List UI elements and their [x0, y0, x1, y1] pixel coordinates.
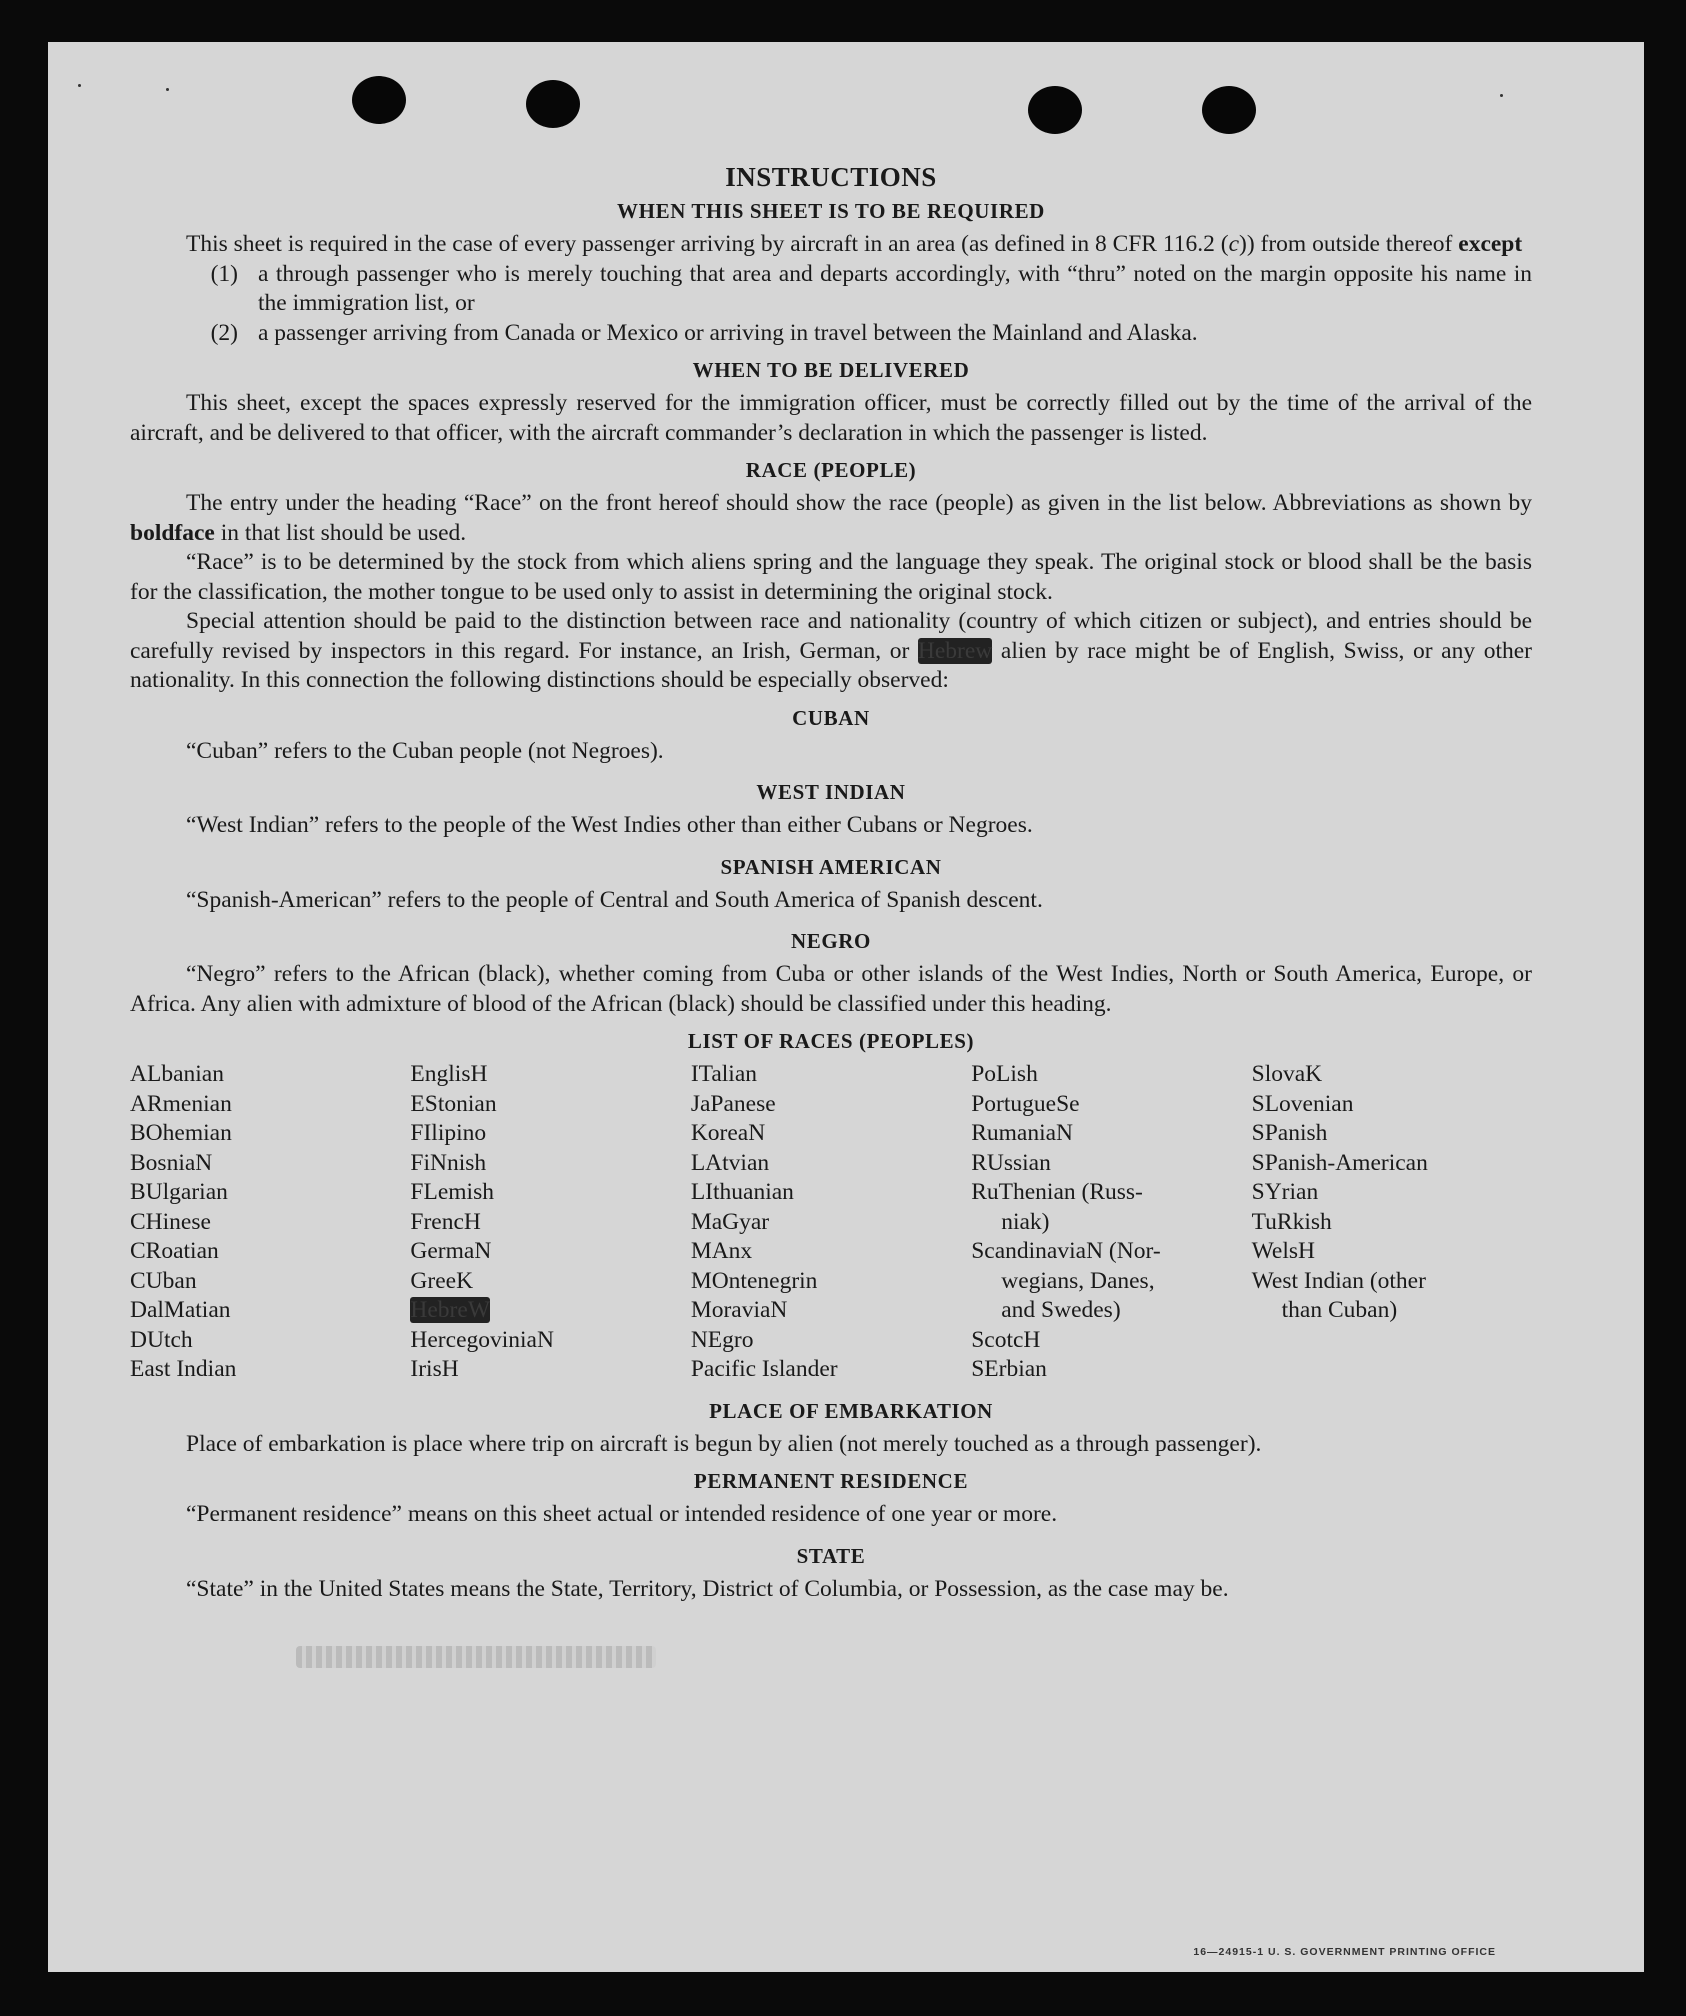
race-entry: FLemish: [410, 1179, 494, 1205]
text-span: The entry under the heading “Race” on the front hereof should show the race (people) as given in the list below. Abbreviations as shown by: [186, 490, 1532, 516]
races-column: [1252, 1060, 1532, 1385]
races-column: [410, 1060, 690, 1385]
item-text: a through passenger who is merely touching that area and departs accordingly, with “thru” noted on the margin opposite his name in the immigration list, or: [258, 260, 1532, 316]
item-number: (1): [210, 260, 238, 287]
item-text: a passenger arriving from Canada or Mexico or arriving in travel between the Mainland and Alaska.: [258, 319, 1198, 346]
text-span: This sheet is required in the case of every passenger arriving by aircraft in an area (as defined in 8 CFR 116.2 (: [186, 231, 1229, 257]
race-entry: EStonian: [410, 1090, 497, 1117]
race-entry: SPanish: [1251, 1120, 1328, 1146]
race-entry-continued: niak): [1001, 1208, 1050, 1235]
race-entry: LAtvian: [690, 1149, 770, 1176]
section-heading-list-of-races: LIST OF RACES (PEOPLES): [687, 1029, 975, 1053]
paragraph-spanish-american: “Spanish-American” refers to the people of Central and South America of Spanish descent.: [186, 886, 1043, 913]
redacted-word: HebreW: [410, 1297, 490, 1323]
race-entry: BOhemian: [130, 1120, 232, 1146]
text-span: )) from outside thereof: [1239, 231, 1459, 257]
race-entry: FIlipino: [410, 1120, 487, 1146]
race-entry: SLovenian: [1251, 1090, 1354, 1117]
race-entry: ScotcH: [971, 1326, 1041, 1353]
race-entry: ALbanian: [130, 1061, 224, 1087]
paragraph-negro: “Negro” refers to the African (black), whether coming from Cuba or other islands of the West Indies, North or South America, Europe, or Africa. Any alien with admixture of blood of the African (black) should be classified under this heading.: [130, 961, 1532, 1017]
race-entry: Pacific Islander: [690, 1356, 838, 1382]
race-entry-continued: wegians, Danes,: [1001, 1267, 1155, 1294]
section-heading-west-indian: WEST INDIAN: [756, 780, 906, 804]
bold-except: except: [1458, 231, 1523, 257]
redacted-word: Hebrew: [917, 637, 993, 664]
paragraph-race-1: [130, 489, 1532, 548]
race-entry: CHinese: [130, 1208, 211, 1235]
race-entry: LIthuanian: [690, 1179, 794, 1205]
section-heading-cuban: CUBAN: [792, 705, 870, 730]
punch-hole: [526, 80, 580, 128]
race-entry: SErbian: [971, 1356, 1047, 1382]
race-entry: RumaniaN: [971, 1120, 1074, 1146]
text-span: in that list should be used.: [214, 519, 467, 546]
bold-word: boldface: [130, 519, 215, 546]
instructions-body: [130, 162, 1532, 1604]
text-span: Special attention should be paid to the distinction between race and nationality (country of which citizen or subject), and entries should be carefully revised by inspectors in this regard. For instance, an Irish, German, or: [130, 608, 1532, 664]
race-entry: EnglisH: [410, 1061, 488, 1087]
race-entry: FrencH: [410, 1208, 481, 1235]
document-sheet: [48, 42, 1644, 1972]
section-heading-residence: PERMANENT RESIDENCE: [693, 1469, 969, 1493]
race-entry: PoLish: [971, 1061, 1038, 1087]
text-span: c: [1228, 231, 1239, 257]
races-column: [130, 1060, 410, 1385]
race-entry: TuRkish: [1251, 1208, 1332, 1235]
speck: [78, 84, 81, 87]
speck: [1500, 94, 1503, 97]
faded-smudge: [296, 1646, 656, 1668]
race-entry: PortugueSe: [971, 1090, 1080, 1117]
section-heading-race: RACE (PEOPLE): [745, 458, 917, 482]
punch-hole: [1028, 86, 1082, 134]
punch-hole: [352, 76, 406, 124]
list-item: [130, 319, 1532, 349]
race-entry: ScandinaviaN (Nor-: [971, 1238, 1161, 1264]
punch-hole: [1202, 86, 1256, 134]
race-entry: RUssian: [971, 1149, 1051, 1176]
race-entry: WelsH: [1251, 1238, 1315, 1264]
race-entry: ITalian: [690, 1061, 758, 1087]
list-item: [130, 260, 1532, 319]
paragraph-required: [130, 230, 1532, 260]
race-entry-continued: than Cuban): [1281, 1297, 1398, 1323]
paragraph-state: “State” in the United States means the State, Territory, District of Columbia, or Possession, as the case may be.: [186, 1575, 1229, 1602]
speck: [166, 88, 169, 91]
paragraph-race-3: [130, 607, 1532, 696]
paragraph-residence: “Permanent residence” means on this sheet actual or intended residence of one year or more.: [186, 1501, 1058, 1527]
section-heading-required: WHEN THIS SHEET IS TO BE REQUIRED: [617, 199, 1045, 223]
race-entry: HercegoviniaN: [410, 1326, 554, 1353]
item-number: (2): [210, 319, 238, 346]
races-table: [130, 1060, 1532, 1385]
paragraph-cuban: “Cuban” refers to the Cuban people (not Negroes).: [186, 737, 664, 764]
section-heading-delivered: WHEN TO BE DELIVERED: [692, 358, 970, 382]
race-entry: East Indian: [130, 1356, 237, 1382]
paragraph-west-indian: “West Indian” refers to the people of the West Indies other than either Cubans or Negroes.: [186, 812, 1033, 838]
section-heading-state: STATE: [796, 1543, 866, 1568]
page-title: INSTRUCTIONS: [725, 162, 937, 192]
section-heading-embarkation: PLACE OF EMBARKATION: [709, 1398, 993, 1423]
section-heading-negro: NEGRO: [790, 929, 871, 953]
races-column: [691, 1060, 971, 1385]
race-entry: West Indian (other: [1251, 1267, 1426, 1294]
race-entry: GermaN: [410, 1238, 492, 1264]
paragraph-delivered: This sheet, except the spaces expressly reserved for the immigration officer, must be correctly filled out by the time of the arrival of the aircraft, and be delivered to that officer, with the aircraft commander’s declaration in which the passenger is listed.: [130, 390, 1532, 446]
race-entry: DalMatian: [130, 1297, 231, 1323]
race-entry: GreeK: [410, 1267, 474, 1294]
race-entry: ARmenian: [130, 1090, 232, 1117]
paragraph-race-2: “Race” is to be determined by the stock from which aliens spring and the language they speak. The original stock or blood shall be the basis for the classification, the mother tongue to be used only to assist in determining the original stock.: [130, 549, 1532, 605]
race-entry: CRoatian: [130, 1238, 219, 1264]
race-entry: MoraviaN: [690, 1297, 788, 1323]
text-span: alien by race might be of English, Swiss, or any other nationality. In this connection the following distinctions should be especially observed:: [130, 637, 1532, 693]
race-entry: SPanish-American: [1251, 1149, 1428, 1176]
race-entry: MOntenegrin: [690, 1267, 818, 1294]
race-entry: JaPanese: [690, 1090, 776, 1117]
paragraph-embarkation: Place of embarkation is place where trip on aircraft is begun by alien (not merely touched as a through passenger).: [186, 1430, 1262, 1457]
race-entry: NEgro: [690, 1326, 754, 1353]
races-column: [971, 1060, 1251, 1385]
race-entry: MaGyar: [690, 1208, 770, 1235]
race-entry: IrisH: [410, 1356, 459, 1382]
race-entry-continued: and Swedes): [1001, 1297, 1121, 1323]
race-entry: KoreaN: [690, 1120, 766, 1146]
race-entry: BUlgarian: [130, 1179, 228, 1205]
printer-footer: 16—24915-1 U. S. GOVERNMENT PRINTING OFFICE: [1193, 1946, 1496, 1958]
race-entry: FiNnish: [410, 1149, 487, 1176]
race-entry-redacted: [410, 1296, 690, 1326]
section-heading-spanish-american: SPANISH AMERICAN: [720, 854, 942, 879]
race-entry: RuThenian (Russ-: [971, 1179, 1143, 1205]
race-entry: SYrian: [1251, 1179, 1319, 1205]
race-entry: SlovaK: [1251, 1061, 1323, 1087]
race-entry: DUtch: [130, 1326, 193, 1353]
race-entry: BosniaN: [130, 1149, 213, 1176]
race-entry: CUban: [130, 1267, 197, 1294]
race-entry: MAnx: [690, 1238, 753, 1264]
